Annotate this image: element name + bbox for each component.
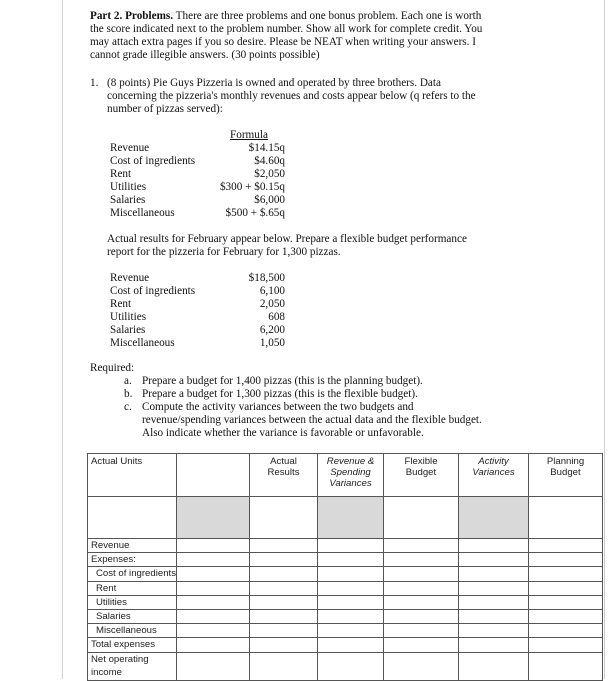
required-letter-b: b. bbox=[124, 388, 133, 400]
row-label-rent: Rent bbox=[88, 581, 177, 595]
table-cell[interactable] bbox=[459, 652, 529, 680]
table-cell[interactable] bbox=[459, 567, 529, 581]
actual-intro bbox=[107, 233, 467, 259]
header-flex-line-1: Flexible bbox=[404, 456, 438, 467]
header-activity-variances bbox=[459, 454, 529, 497]
formula-label-salaries: Salaries bbox=[110, 194, 146, 206]
header-planning-line-1: Planning bbox=[546, 456, 585, 467]
table-cell[interactable] bbox=[529, 581, 603, 595]
header-planning-budget bbox=[529, 454, 603, 497]
table-cell[interactable] bbox=[459, 595, 529, 609]
actual-value-ingredients: 6,100 bbox=[259, 285, 285, 297]
table-cell bbox=[459, 553, 529, 567]
header-actual-results-line-2: Results bbox=[267, 467, 300, 478]
actual-line-1: Actual results for February appear below. Prepare a flexible budget performance bbox=[107, 233, 467, 245]
table-cell[interactable] bbox=[318, 595, 384, 609]
table-cell[interactable] bbox=[384, 539, 459, 553]
problem-number: 1. bbox=[90, 77, 99, 89]
table-cell[interactable] bbox=[318, 581, 384, 595]
table-cell bbox=[177, 609, 250, 623]
table-row bbox=[88, 567, 603, 581]
table-cell bbox=[177, 497, 250, 539]
row-label-net-operating-income bbox=[88, 652, 177, 680]
table-cell bbox=[177, 567, 250, 581]
actual-value-revenue: $18,500 bbox=[248, 272, 285, 284]
header-actual-results-line-1: Actual bbox=[270, 456, 297, 467]
required-letter-a: a. bbox=[124, 375, 132, 387]
formula-value-revenue: $14.15q bbox=[248, 142, 285, 154]
table-cell[interactable] bbox=[384, 595, 459, 609]
actual-value-utilities: 608 bbox=[268, 311, 285, 323]
table-cell bbox=[177, 638, 250, 652]
required-text-c-line-2: revenue/spending variances between the actual data and the flexible budget. bbox=[142, 414, 482, 426]
formula-value-misc: $500 + $.65q bbox=[225, 207, 285, 219]
row-label-total-expenses: Total expenses bbox=[88, 638, 177, 652]
table-cell[interactable] bbox=[250, 638, 318, 652]
part-title: Part 2. Problems. bbox=[90, 10, 174, 22]
table-cell[interactable] bbox=[250, 652, 318, 680]
intro-line-2: the score indicated next to the problem number. Show all work for complete credit. You bbox=[90, 23, 483, 35]
formula-label-misc: Miscellaneous bbox=[110, 207, 175, 219]
row-label-salaries: Salaries bbox=[88, 609, 177, 623]
table-cell[interactable] bbox=[529, 595, 603, 609]
table-cell bbox=[88, 497, 177, 539]
header-activity-line-2: Variances bbox=[472, 467, 515, 478]
formula-header: Formula bbox=[230, 129, 268, 141]
actual-label-rent: Rent bbox=[110, 298, 132, 310]
table-row bbox=[88, 595, 603, 609]
table-cell[interactable] bbox=[250, 497, 318, 539]
formula-value-salaries: $6,000 bbox=[254, 194, 285, 206]
table-cell[interactable] bbox=[459, 638, 529, 652]
table-row bbox=[88, 539, 603, 553]
required-text-a: Prepare a budget for 1,400 pizzas (this is the planning budget). bbox=[142, 375, 423, 387]
table-cell[interactable] bbox=[459, 624, 529, 638]
table-cell[interactable] bbox=[459, 539, 529, 553]
row-label-miscellaneous: Miscellaneous bbox=[88, 624, 177, 638]
table-cell[interactable] bbox=[318, 652, 384, 680]
required-label: Required: bbox=[90, 362, 135, 374]
table-cell[interactable] bbox=[384, 497, 459, 539]
table-cell[interactable] bbox=[384, 581, 459, 595]
header-blank bbox=[177, 454, 250, 497]
table-cell[interactable] bbox=[459, 581, 529, 595]
formula-value-ingredients: $4.60q bbox=[254, 155, 285, 167]
header-planning-line-2: Budget bbox=[550, 467, 581, 478]
formula-value-utilities: $300 + $0.15q bbox=[219, 181, 285, 193]
row-label-utilities: Utilities bbox=[88, 595, 177, 609]
problem-line-2: concerning the pizzeria's monthly revenues and costs appear below (q refers to the bbox=[107, 90, 476, 102]
row-label-revenue: Revenue bbox=[88, 539, 177, 553]
table-cell[interactable] bbox=[529, 567, 603, 581]
actual-line-2: report for the pizzeria for February for 1,300 pizzas. bbox=[107, 246, 341, 258]
formula-value-rent: $2,050 bbox=[254, 168, 285, 180]
table-row bbox=[88, 624, 603, 638]
table-cell bbox=[177, 539, 250, 553]
table-cell[interactable] bbox=[318, 567, 384, 581]
intro-line-4: cannot grade illegible answers. (30 points possible) bbox=[90, 49, 320, 61]
actual-label-salaries: Salaries bbox=[110, 324, 146, 336]
intro-line-3: may attach extra pages if you so desire. Please be NEAT when writing your answers. I bbox=[90, 36, 476, 48]
table-cell[interactable] bbox=[250, 581, 318, 595]
table-cell[interactable] bbox=[384, 609, 459, 623]
actual-label-misc: Miscellaneous bbox=[110, 337, 175, 349]
table-cell bbox=[177, 581, 250, 595]
header-actual-results bbox=[250, 454, 318, 497]
table-row bbox=[88, 652, 603, 680]
table-row bbox=[88, 609, 603, 623]
table-cell[interactable] bbox=[529, 539, 603, 553]
table-cell[interactable] bbox=[318, 609, 384, 623]
header-flexible-budget bbox=[384, 454, 459, 497]
part-intro bbox=[90, 10, 500, 62]
header-revenue-spending-variances bbox=[318, 454, 384, 497]
table-cell[interactable] bbox=[250, 595, 318, 609]
table-cell bbox=[459, 497, 529, 539]
table-cell[interactable] bbox=[250, 539, 318, 553]
table-header-row bbox=[88, 454, 603, 497]
formula-label-utilities: Utilities bbox=[110, 181, 147, 193]
net-operating-line-2: income bbox=[91, 666, 122, 678]
table-cell[interactable] bbox=[529, 638, 603, 652]
problem-text bbox=[107, 77, 476, 116]
table-cell[interactable] bbox=[459, 609, 529, 623]
header-activity-line-1: Activity bbox=[478, 456, 509, 467]
table-units-row bbox=[88, 497, 603, 539]
row-label-expenses: Expenses: bbox=[88, 553, 177, 567]
table-cell[interactable] bbox=[318, 624, 384, 638]
table-cell[interactable] bbox=[529, 609, 603, 623]
table-cell[interactable] bbox=[250, 609, 318, 623]
formula-label-revenue: Revenue bbox=[110, 142, 150, 154]
table-cell[interactable] bbox=[384, 567, 459, 581]
table-cell bbox=[177, 553, 250, 567]
header-actual-units: Actual Units bbox=[88, 454, 177, 497]
actual-label-ingredients: Cost of ingredients bbox=[110, 285, 196, 297]
actual-value-misc: 1,050 bbox=[259, 337, 285, 349]
table-cell bbox=[177, 624, 250, 638]
table-cell[interactable] bbox=[529, 497, 603, 539]
table-row bbox=[88, 581, 603, 595]
table-cell[interactable] bbox=[384, 638, 459, 652]
required-text-c bbox=[142, 401, 482, 440]
required-letter-c: c. bbox=[124, 401, 132, 413]
table-cell[interactable] bbox=[384, 652, 459, 680]
formula-label-ingredients: Cost of ingredients bbox=[110, 155, 196, 167]
table-cell bbox=[318, 553, 384, 567]
actual-value-salaries: 6,200 bbox=[259, 324, 285, 336]
table-cell[interactable] bbox=[529, 624, 603, 638]
actual-label-revenue: Revenue bbox=[110, 272, 150, 284]
table-cell[interactable] bbox=[529, 652, 603, 680]
table-cell bbox=[250, 553, 318, 567]
header-rsv-line-3: Variances bbox=[329, 478, 372, 489]
intro-line-1: There are three problems and one bonus problem. Each one is worth bbox=[175, 10, 482, 22]
answer-table bbox=[87, 453, 603, 681]
formula-label-rent: Rent bbox=[110, 168, 132, 180]
problem-line-3: number of pizzas served): bbox=[107, 103, 223, 115]
problem-line-1: (8 points) Pie Guys Pizzeria is owned and operated by three brothers. Data bbox=[107, 77, 441, 89]
table-cell[interactable] bbox=[384, 624, 459, 638]
table-cell[interactable] bbox=[318, 638, 384, 652]
header-rsv-line-1: Revenue & bbox=[326, 456, 375, 467]
table-cell bbox=[318, 497, 384, 539]
required-text-c-line-1: Compute the activity variances between the two budgets and bbox=[142, 401, 414, 413]
actual-value-rent: 2,050 bbox=[259, 298, 285, 310]
header-flex-line-2: Budget bbox=[405, 467, 437, 478]
table-cell[interactable] bbox=[250, 567, 318, 581]
net-operating-line-1: Net operating bbox=[91, 653, 149, 665]
table-cell[interactable] bbox=[318, 539, 384, 553]
table-cell bbox=[177, 595, 250, 609]
actual-label-utilities: Utilities bbox=[110, 311, 147, 323]
table-row bbox=[88, 638, 603, 652]
table-cell bbox=[177, 652, 250, 680]
table-cell[interactable] bbox=[250, 624, 318, 638]
table-cell bbox=[384, 553, 459, 567]
header-rsv-line-2: Spending bbox=[330, 467, 371, 478]
table-row bbox=[88, 553, 603, 567]
required-text-b: Prepare a budget for 1,300 pizzas (this is the flexible budget). bbox=[142, 388, 418, 400]
row-label-cost-of-ingredients: Cost of ingredients bbox=[88, 567, 177, 581]
table-cell bbox=[529, 553, 603, 567]
required-text-c-line-3: Also indicate whether the variance is favorable or unfavorable. bbox=[142, 427, 424, 439]
